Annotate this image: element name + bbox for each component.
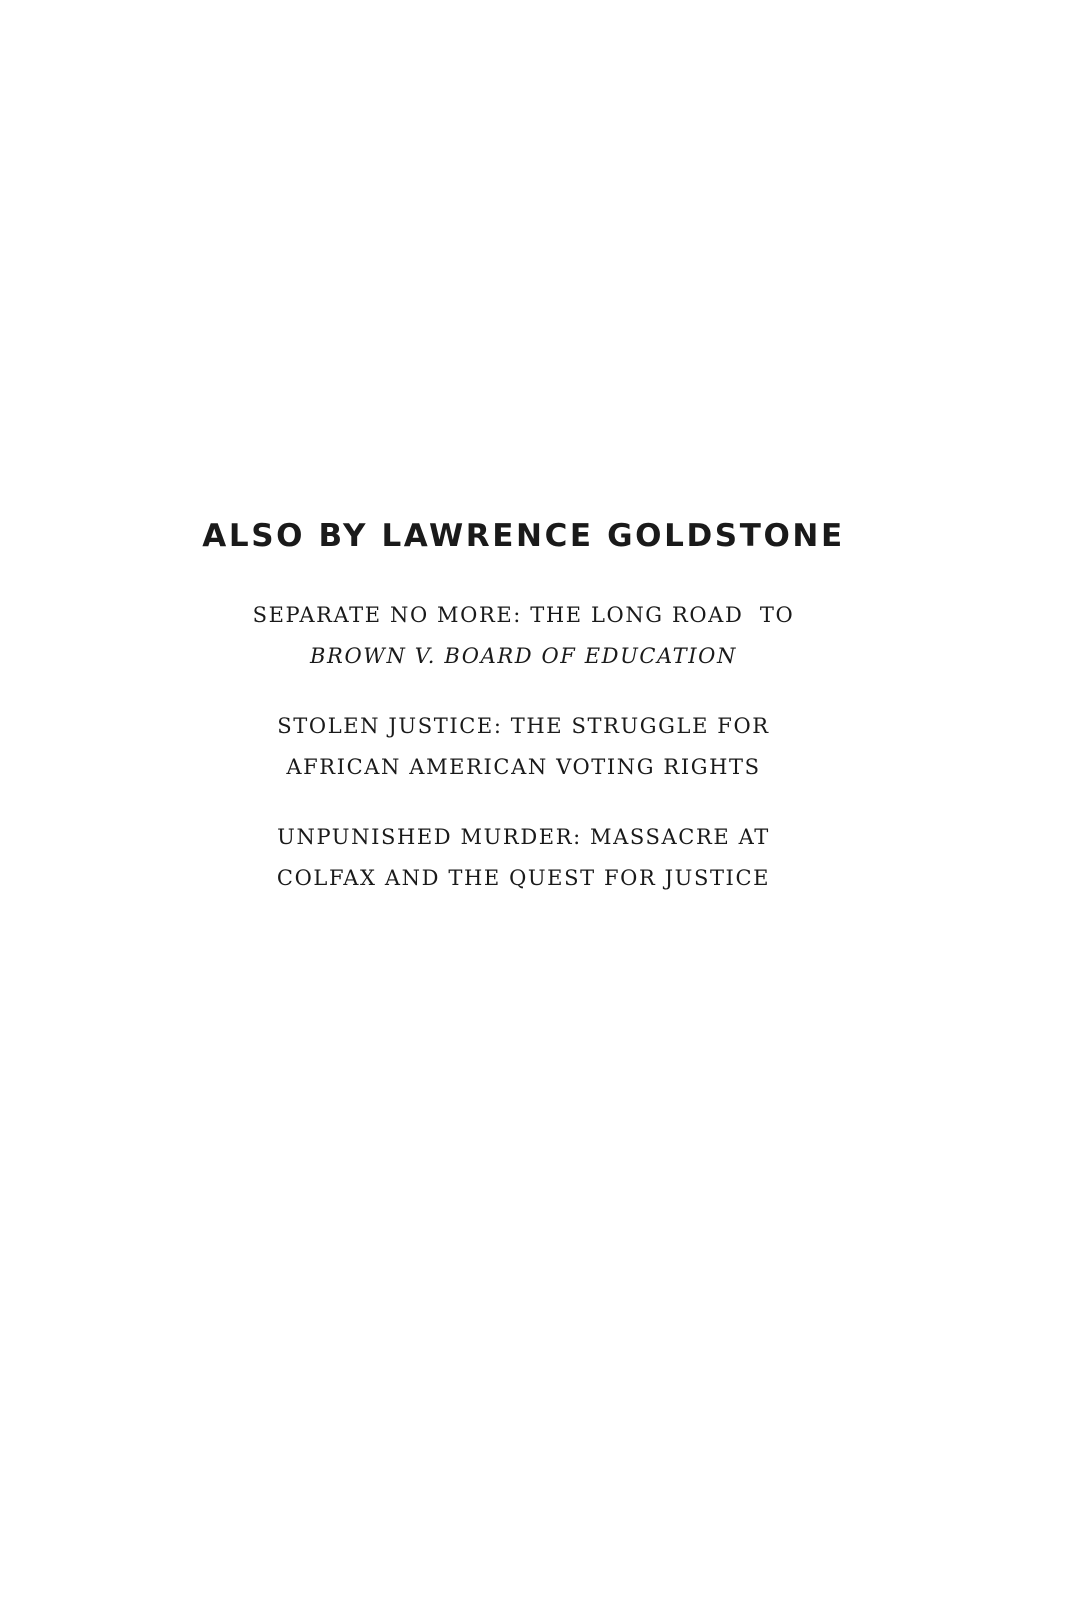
book-title-line-italic: BROWN V. BOARD OF EDUCATION <box>310 644 737 668</box>
book-title-line: UNPUNISHED MURDER: MASSACRE AT <box>277 825 770 849</box>
book-entry-stolen-justice <box>0 706 1047 788</box>
book-title-line: COLFAX AND THE QUEST FOR JUSTICE <box>276 866 771 890</box>
book-entry-separate-no-more <box>0 595 1047 677</box>
also-by-heading: ALSO BY LAWRENCE GOLDSTONE <box>202 518 845 554</box>
book-entry-unpunished-murder <box>0 817 1047 899</box>
book-list <box>0 595 1047 928</box>
book-title-line: STOLEN JUSTICE: THE STRUGGLE FOR <box>277 714 770 738</box>
book-title-line: AFRICAN AMERICAN VOTING RIGHTS <box>286 755 761 779</box>
book-title-line: SEPARATE NO MORE: THE LONG ROAD TO <box>252 603 795 627</box>
